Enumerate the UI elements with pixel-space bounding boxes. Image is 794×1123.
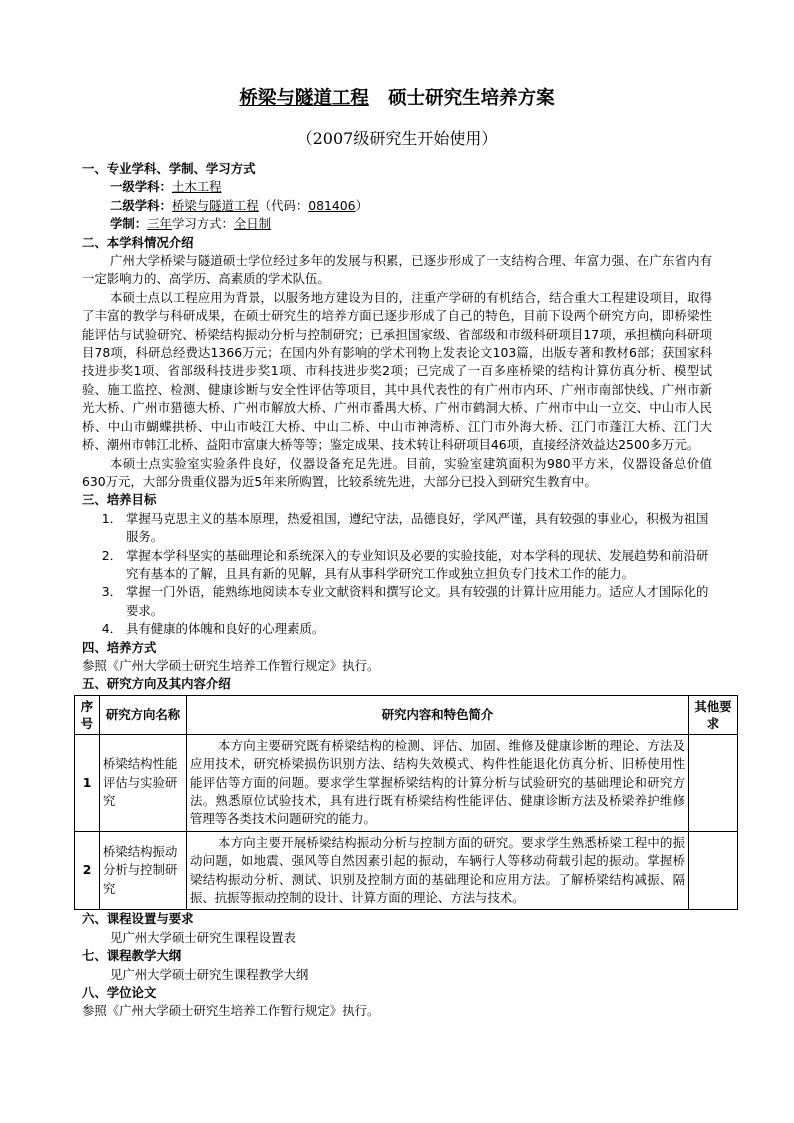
header-name: 研究方向名称 [100,695,187,734]
section-6-heading: 六、课程设置与要求 [82,911,194,927]
section-8-heading: 八、学位论文 [82,985,157,1001]
first-discipline-value: 土木工程 [171,179,222,195]
discipline-code: 081406 [308,197,356,213]
header-no: 序号 [75,695,100,734]
section-7-text: 见广州大学硕士研究生课程教学大纲 [110,966,309,982]
header-other: 其他要求 [689,695,738,734]
row-name: 桥梁结构振动分析与控制研究 [100,831,187,910]
table-row [75,734,738,831]
code-suffix: ） [355,197,368,213]
first-discipline-label: 一级学科： [110,179,172,195]
second-discipline-label: 二级学科： [110,197,172,213]
code-prefix: （代码： [258,197,309,213]
title-major: 桥梁与隧道工程 [239,88,369,109]
section-2-paragraph-3: 本硕士点实验室实验条件良好，仪器设备充足先进。目前，实验室建筑面积为980平方米，仪器设备总价值630万元，大部分贵重仪器为近5年来所购置，比较系统先进，大部分已投入到研究生教育中。 [82,455,712,489]
row-desc: 本方向主要开展桥梁结构振动分析与控制方面的研究。要求学生熟悉桥梁工程中的振动问题，如地震、强风等自然因素引起的振动，车辆行人等移动荷载引起的振动。掌握桥梁结构振动分析、测试、识别及控制方面的基础理论和应用方法。了解桥梁结构减振、隔振、抗振等振动控制的设计、计算方面的理论、方法与技术。 [187,831,689,910]
document-body [80,160,732,1021]
document-title [0,84,794,110]
goal-item [82,510,712,547]
section-4-heading: 四、培养方式 [82,639,157,655]
section-3-heading: 三、培养目标 [82,492,157,508]
section-6-text: 见广州大学硕士研究生课程设置表 [110,929,296,945]
goal-item [82,620,712,638]
table-row [75,831,738,910]
section-7-heading: 七、课程教学大纲 [82,948,182,964]
goals-list [82,510,712,639]
section-2-paragraph-2: 本硕士点以工程应用为背景，以服务地方建设为目的，注重产学研的有机结合，结合重大工程建设项目，取得了丰富的教学与科研成果，在硕士研究生的培养方面已逐步形成了自己的特色，目前下设两个研究方向，即桥梁性能评估与试验研究、桥梁结构振动分析与控制研究；已承担国家级、省部级和市级科研项目17项，承担横向科研项目78项，科研总经费达1366万元；在国内外有影响的学术刊物上发表论文103篇，出版专著和教材6部；获国家科技进步奖1项、省部级科技进步奖1项、市科技进步奖2项；已完成了一百多座桥梁的结构计算仿真分析、模型试验、施工监控、检测、健康诊断与安全性评估等项目，其中具代表性的有广州市内环、广州市南部快线、广州市新光大桥、广州市猎德大桥、广州市解放大桥、广州市番禺大桥、广州市鹤洞大桥、广州市中山一立交、中山市人民桥、中山市蝴蝶拱桥、中山市岐江大桥、中山二桥、中山市神湾桥、江门市外海大桥、江门市蓬江大桥、江门大桥、潮州市韩江北桥、益阳市富康大桥等等；鉴定成果、技术转让科研项目46项，直接经济效益达2500多万元。 [82,289,712,453]
goal-number: 3． [101,584,122,600]
study-mode-line [82,215,712,233]
row-other [689,831,738,910]
second-discipline-value: 桥梁与隧道工程 [171,197,259,213]
row-name: 桥梁结构性能评估与实验研究 [100,734,187,831]
table-header-row [75,695,738,734]
goal-number: 2． [101,547,122,563]
goal-number: 4． [101,621,122,637]
xuezhi-label: 学制： [110,216,148,232]
goal-number: 1． [101,510,122,526]
goal-item [82,547,712,584]
goal-text: 掌握本学科坚实的基础理论和系统深入的专业知识及必要的实验技能，对本学科的现状、发展趋势和前沿研究有基本的了解，且具有新的见解，具有从事科学研究工作或独立担负专门技术工作的能力。 [126,547,709,581]
section-2-paragraph-1: 广州大学桥梁与隧道硕士学位经过多年的发展与积累，已逐步形成了一支结构合理、年富力强、在广东省内有一定影响力的、高学历、高素质的学术队伍。 [82,253,712,287]
research-directions-table [74,695,738,911]
mode-label: 学习方式： [171,216,234,232]
goal-text: 掌握马克思主义的基本原理，热爱祖国，遵纪守法，品德良好，学风严谨，具有较强的事业心，积极为祖国服务。 [126,510,709,545]
row-no: 1 [75,734,100,831]
document-subtitle: （2007级研究生开始使用） [296,129,498,148]
first-discipline-line [82,178,712,196]
goal-text: 具有健康的体魄和良好的心理素质。 [126,621,325,637]
section-8-text: 参照《广州大学硕士研究生培养工作暂行规定》执行。 [82,1003,380,1019]
section-2-heading: 二、本学科情况介绍 [82,234,194,250]
row-no: 2 [75,831,100,910]
xuezhi-value: 三年 [147,216,172,232]
section-1-heading: 一、专业学科、学制、学习方式 [82,161,256,176]
second-discipline-line [82,197,712,215]
title-rest: 硕士研究生培养方案 [388,88,555,109]
section-5-heading: 五、研究方向及其内容介绍 [82,676,231,692]
goal-item [82,583,712,620]
mode-value: 全日制 [233,216,272,232]
row-desc: 本方向主要研究既有桥梁结构的检测、评估、加固、维修及健康诊断的理论、方法及应用技术，研究桥梁损伤识别方法、结构失效模式、构件性能退化仿真分析、旧桥使用性能评估等方面的问题。要求学生掌握桥梁结构的计算分析与试验研究的基础理论和研究方法。熟悉原位试验技术，具有进行既有桥梁结构性能评估、健康诊断方法及桥梁养护维修管理等各类技术问题研究的能力。 [187,734,689,831]
row-other [689,734,738,831]
header-desc: 研究内容和特色简介 [187,695,689,734]
section-4-text: 参照《广州大学硕士研究生培养工作暂行规定》执行。 [82,657,380,673]
goal-text: 掌握一门外语，能熟练地阅读本专业文献资料和撰写论文。具有较强的计算计应用能力。适应人才国际化的要求。 [126,584,709,618]
